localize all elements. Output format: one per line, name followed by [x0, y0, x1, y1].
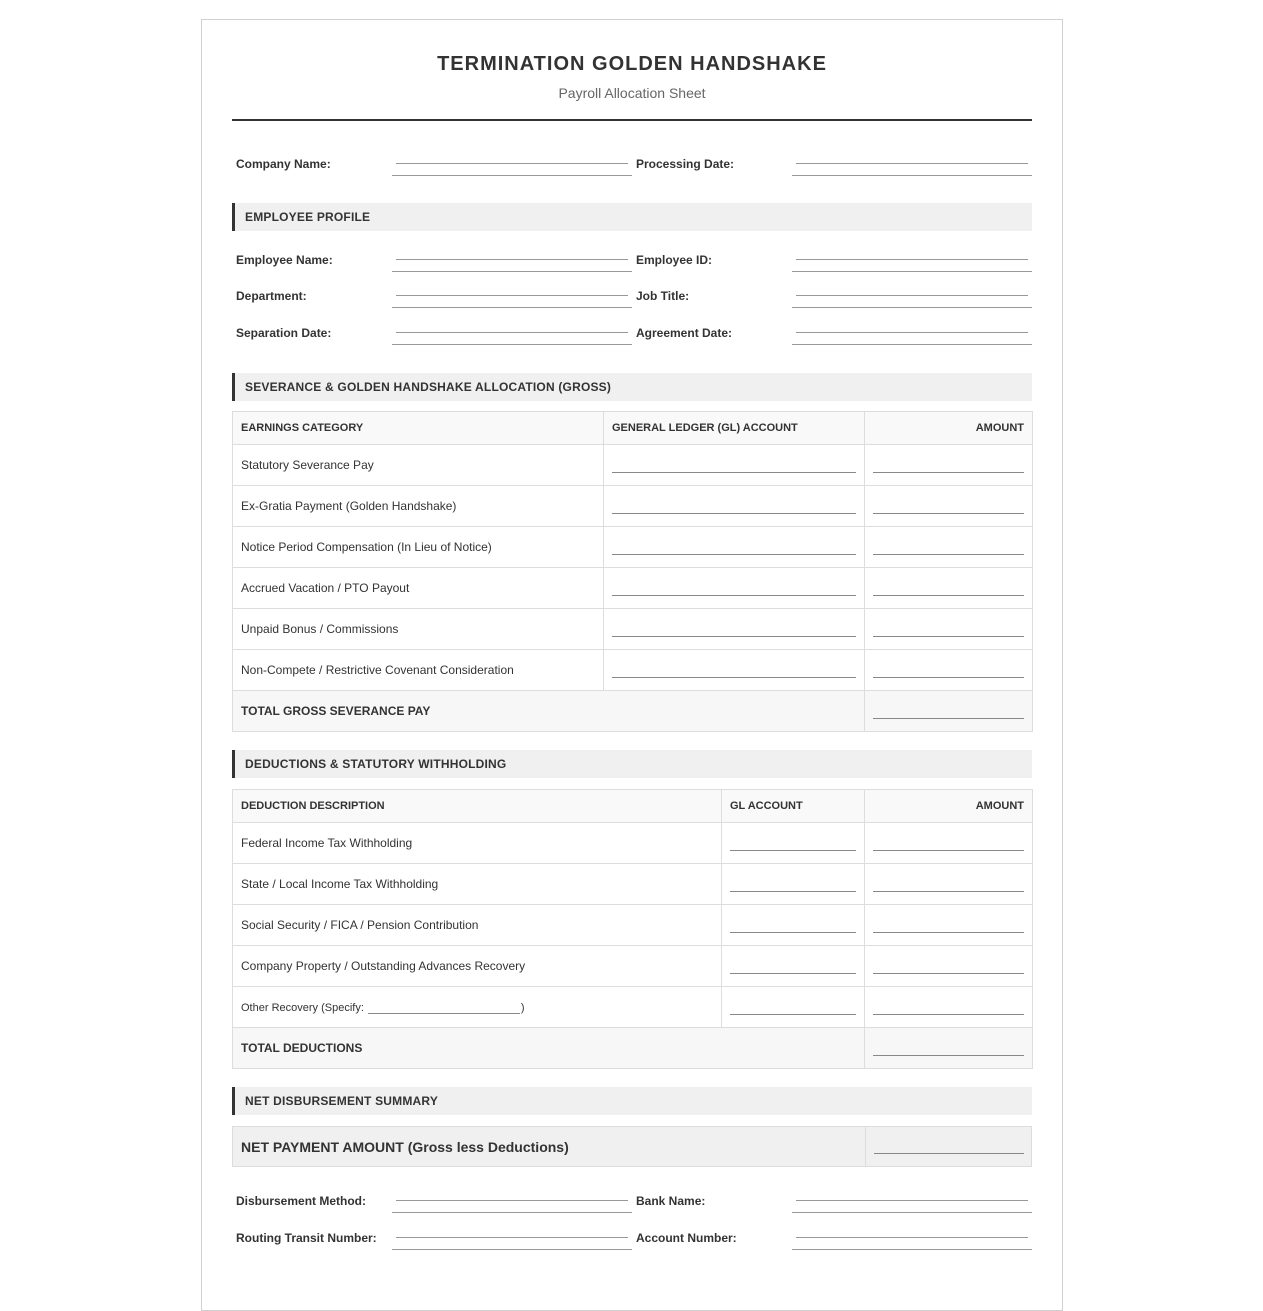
separation-row [232, 326, 1032, 362]
amount-field[interactable] [873, 513, 1024, 514]
amount-cell [865, 864, 1033, 905]
amount-field[interactable] [873, 932, 1024, 933]
routing-number-label: Routing Transit Number: [236, 1231, 377, 1245]
gl-account-field[interactable] [730, 891, 856, 892]
separation-date-label: Separation Date: [236, 326, 332, 340]
amount-cell [865, 823, 1033, 864]
deductions-table [232, 789, 1033, 1069]
earnings-category-cell: Statutory Severance Pay [233, 445, 604, 486]
company-name-label: Company Name: [236, 157, 331, 171]
amount-field[interactable] [873, 677, 1024, 678]
severance-header-row [233, 412, 1033, 445]
net-payment-box [232, 1126, 1032, 1167]
gl-account-field[interactable] [612, 513, 856, 514]
employee-name-cell-border [392, 271, 632, 272]
company-row [232, 157, 1032, 193]
gl-account-field[interactable] [730, 932, 856, 933]
form-subtitle: Payroll Allocation Sheet [558, 85, 706, 101]
table-row [233, 445, 1033, 486]
form-sheet [201, 19, 1063, 1311]
deduction-description-cell: Company Property / Outstanding Advances Recovery [233, 946, 722, 987]
gl-account-cell [722, 823, 865, 864]
section-severance-title: SEVERANCE & GOLDEN HANDSHAKE ALLOCATION (GROSS) [245, 380, 612, 394]
agreement-date-cell-border [792, 344, 1032, 345]
disbursement-method-cell-border [392, 1212, 632, 1213]
employee-name-row [232, 253, 1032, 289]
severance-col-gl-account: GENERAL LEDGER (GL) ACCOUNT [604, 412, 865, 445]
title-divider [232, 119, 1032, 121]
account-number-field[interactable] [796, 1237, 1028, 1238]
employee-id-label: Employee ID: [636, 253, 713, 267]
table-row [233, 946, 1033, 987]
employee-id-field[interactable] [796, 259, 1028, 260]
earnings-category-cell: Non-Compete / Restrictive Covenant Consideration [233, 650, 604, 691]
gl-account-cell [604, 527, 865, 568]
amount-cell [865, 609, 1033, 650]
amount-cell [865, 946, 1033, 987]
gl-account-field[interactable] [612, 677, 856, 678]
amount-field[interactable] [873, 973, 1024, 974]
section-deductions [232, 750, 1032, 778]
employee-name-field[interactable] [396, 259, 628, 260]
table-row [233, 823, 1033, 864]
deductions-total-row [233, 1028, 1033, 1069]
table-row [233, 609, 1033, 650]
section-net-disbursement-title: NET DISBURSEMENT SUMMARY [245, 1094, 439, 1108]
department-cell-border [392, 307, 632, 308]
gl-account-cell [604, 486, 865, 527]
gl-account-field[interactable] [612, 472, 856, 473]
section-deductions-title: DEDUCTIONS & STATUTORY WITHHOLDING [245, 757, 507, 771]
table-row [233, 864, 1033, 905]
department-label: Department: [236, 289, 307, 303]
deduction-description-cell: Federal Income Tax Withholding [233, 823, 722, 864]
bank-name-label: Bank Name: [636, 1194, 706, 1208]
routing-number-cell-border [392, 1249, 632, 1250]
other-recovery-close: ) [520, 1002, 525, 1014]
other-recovery-specify-field[interactable] [368, 1013, 520, 1014]
severance-table [232, 411, 1033, 732]
gl-account-field[interactable] [730, 850, 856, 851]
amount-field[interactable] [873, 1014, 1024, 1015]
total-gross-amount-field[interactable] [873, 718, 1024, 719]
disbursement-row [232, 1194, 1032, 1230]
total-gross-amount-cell [865, 691, 1033, 732]
deductions-col-gl-account: GL ACCOUNT [722, 790, 865, 823]
gl-account-cell [722, 946, 865, 987]
amount-field[interactable] [873, 472, 1024, 473]
table-row [233, 568, 1033, 609]
gl-account-field[interactable] [612, 595, 856, 596]
amount-field[interactable] [873, 595, 1024, 596]
disbursement-method-field[interactable] [396, 1200, 628, 1201]
processing-date-label: Processing Date: [636, 157, 735, 171]
table-row [233, 486, 1033, 527]
employee-name-label: Employee Name: [236, 253, 333, 267]
gl-account-cell [722, 864, 865, 905]
table-row [233, 905, 1033, 946]
severance-total-row [233, 691, 1033, 732]
company-name-cell-border [392, 175, 632, 176]
bank-name-cell-border [792, 1212, 1032, 1213]
amount-field[interactable] [873, 850, 1024, 851]
processing-date-field[interactable] [796, 163, 1028, 164]
amount-field[interactable] [873, 891, 1024, 892]
gl-account-cell [722, 905, 865, 946]
deduction-description-cell: Social Security / FICA / Pension Contribution [233, 905, 722, 946]
separation-date-cell-border [392, 344, 632, 345]
bank-name-field[interactable] [796, 1200, 1028, 1201]
company-name-field[interactable] [396, 163, 628, 164]
section-net-disbursement [232, 1087, 1032, 1115]
deductions-col-amount: AMOUNT [865, 790, 1033, 823]
total-deductions-amount-field[interactable] [873, 1055, 1024, 1056]
section-employee-profile-title: EMPLOYEE PROFILE [245, 210, 371, 224]
section-employee-profile [232, 203, 1032, 231]
other-recovery-label: Other Recovery (Specify: [241, 1002, 364, 1014]
gl-account-cell [722, 987, 865, 1028]
account-number-cell-border [792, 1249, 1032, 1250]
department-row [232, 289, 1032, 325]
gl-account-field[interactable] [612, 554, 856, 555]
account-number-label: Account Number: [636, 1231, 737, 1245]
section-severance [232, 373, 1032, 401]
routing-row [232, 1231, 1032, 1267]
amount-field[interactable] [873, 636, 1024, 637]
total-gross-label: TOTAL GROSS SEVERANCE PAY [233, 691, 865, 732]
amount-field[interactable] [873, 554, 1024, 555]
routing-number-field[interactable] [396, 1237, 628, 1238]
amount-cell [865, 987, 1033, 1028]
separation-date-field[interactable] [396, 332, 628, 333]
job-title-field[interactable] [796, 295, 1028, 296]
form-title: TERMINATION GOLDEN HANDSHAKE [437, 53, 827, 75]
amount-cell [865, 445, 1033, 486]
net-payment-label: NET PAYMENT AMOUNT (Gross less Deductions) [241, 1139, 569, 1155]
table-row [233, 650, 1033, 691]
amount-cell [865, 650, 1033, 691]
amount-cell [865, 905, 1033, 946]
gl-account-cell [604, 650, 865, 691]
agreement-date-field[interactable] [796, 332, 1028, 333]
amount-cell [865, 527, 1033, 568]
gl-account-field[interactable] [730, 1014, 856, 1015]
severance-col-amount: AMOUNT [865, 412, 1033, 445]
job-title-cell-border [792, 307, 1032, 308]
deductions-col-description: DEDUCTION DESCRIPTION [233, 790, 722, 823]
department-field[interactable] [396, 295, 628, 296]
deduction-description-cell: State / Local Income Tax Withholding [233, 864, 722, 905]
amount-cell [865, 568, 1033, 609]
agreement-date-label: Agreement Date: [636, 326, 733, 340]
net-payment-amount-field[interactable] [874, 1153, 1024, 1154]
total-deductions-amount-cell [865, 1028, 1033, 1069]
processing-date-cell-border [792, 175, 1032, 176]
gl-account-cell [604, 445, 865, 486]
table-row [233, 987, 1033, 1028]
earnings-category-cell: Accrued Vacation / PTO Payout [233, 568, 604, 609]
employee-id-cell-border [792, 271, 1032, 272]
job-title-label: Job Title: [636, 289, 690, 303]
deductions-header-row [233, 790, 1033, 823]
deduction-description-cell [233, 987, 722, 1028]
gl-account-cell [604, 568, 865, 609]
earnings-category-cell: Ex-Gratia Payment (Golden Handshake) [233, 486, 604, 527]
gl-account-field[interactable] [730, 973, 856, 974]
earnings-category-cell: Notice Period Compensation (In Lieu of Notice) [233, 527, 604, 568]
disbursement-method-label: Disbursement Method: [236, 1194, 367, 1208]
gl-account-cell [604, 609, 865, 650]
earnings-category-cell: Unpaid Bonus / Commissions [233, 609, 604, 650]
table-row [233, 527, 1033, 568]
amount-cell [865, 486, 1033, 527]
severance-col-category: EARNINGS CATEGORY [233, 412, 604, 445]
net-payment-amount-cell [865, 1127, 1033, 1166]
total-deductions-label: TOTAL DEDUCTIONS [233, 1028, 865, 1069]
gl-account-field[interactable] [612, 636, 856, 637]
